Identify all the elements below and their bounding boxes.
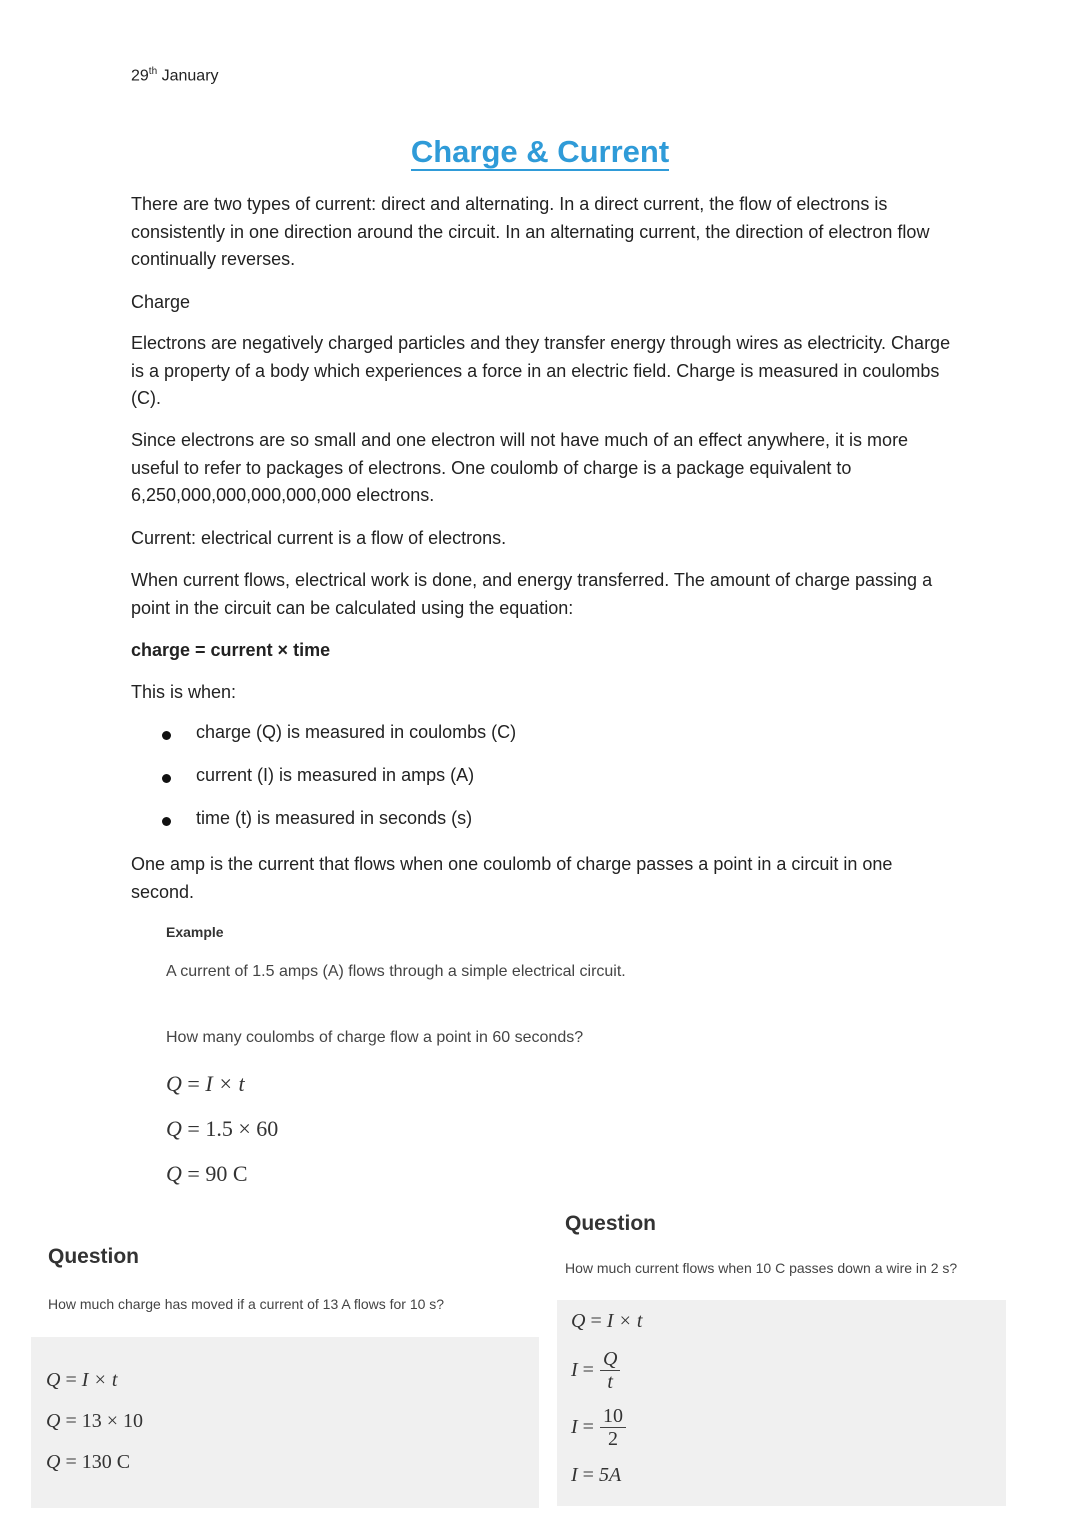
this-is-when: This is when: [131,682,237,702]
date-day: 29 [131,67,149,85]
question-left-answer-box [31,1337,539,1508]
page-title [0,134,1080,170]
question-right-working [571,1304,642,1494]
example-step: Q = 1.5 × 60 [166,1116,279,1141]
working-step: I = 5A [571,1464,622,1486]
date-month: January [161,67,219,85]
working-step: Q = I × t [46,1369,118,1391]
list-item [162,765,516,808]
question-left-working [46,1360,143,1483]
charge-paragraph-2: Since electrons are so small and one electron will not have much of an effect anywhere, it is more useful to refer to packages of electrons. One coulomb of charge is a package equivalent to 6,250,000,000,000,000,000 electrons. [131,430,909,505]
example-label: Example [166,924,224,940]
charge-paragraph-1: Electrons are negatively charged particles and they transfer energy through wires as electricity. Charge is a property of a body which experiences a force in an electric field. Charge is measured in coulombs (C). [131,333,951,408]
question-left-heading: Question [48,1245,140,1268]
example-question: How many coulombs of charge flow a point in 60 seconds? [166,1029,584,1046]
date [131,66,219,85]
example-step: Q = I × t [166,1071,245,1096]
working-step: I = $\frac{Q}{t}$ [571,1342,642,1398]
work-paragraph: When current flows, electrical work is done, and energy transferred. The amount of charge passing a point in the circuit can be calculated using the equation: [131,570,933,618]
list-item [162,722,516,765]
amp-definition: One amp is the current that flows when one coulomb of charge passes a point in a circuit in one second. [131,854,893,902]
list-item [162,808,516,851]
units-list [162,722,516,851]
working-step: I = $\frac{10}{2}$ [571,1398,642,1456]
example-working [166,1061,278,1196]
charge-heading: Charge [131,292,191,312]
equation-text: charge = current × time [131,640,331,660]
working-step: Q = 13 × 10 [46,1410,144,1432]
example-step: Q = 90 C [166,1161,248,1186]
bullet-text: charge (Q) is measured in coulombs (C) [196,722,517,742]
bullet-icon [162,817,171,826]
working-step: Q = 130 C [46,1451,131,1473]
working-step: Q = I × t [571,1310,643,1332]
question-left-text: How much charge has moved if a current of 13 A flows for 10 s? [48,1296,445,1312]
question-right-heading: Question [565,1212,657,1235]
bullet-icon [162,774,171,783]
bullet-text: time (t) is measured in seconds (s) [196,808,473,828]
page-title-text: Charge & Current [410,134,670,169]
date-suffix: th [148,66,158,77]
bullet-icon [162,731,171,740]
intro-paragraph: There are two types of current: direct and alternating. In a direct current, the flow of electrons is consistently in one direction around the circuit. In an alternating current, the direction of electron flow continually reverses. [131,194,930,269]
bullet-text: current (I) is measured in amps (A) [196,765,475,785]
example-text: A current of 1.5 amps (A) flows through a simple electrical circuit. [166,963,626,980]
question-right-answer-box [557,1300,1006,1506]
current-definition: Current: electrical current is a flow of electrons. [131,528,507,548]
question-right-text: How much current flows when 10 C passes down a wire in 2 s? [565,1260,958,1276]
